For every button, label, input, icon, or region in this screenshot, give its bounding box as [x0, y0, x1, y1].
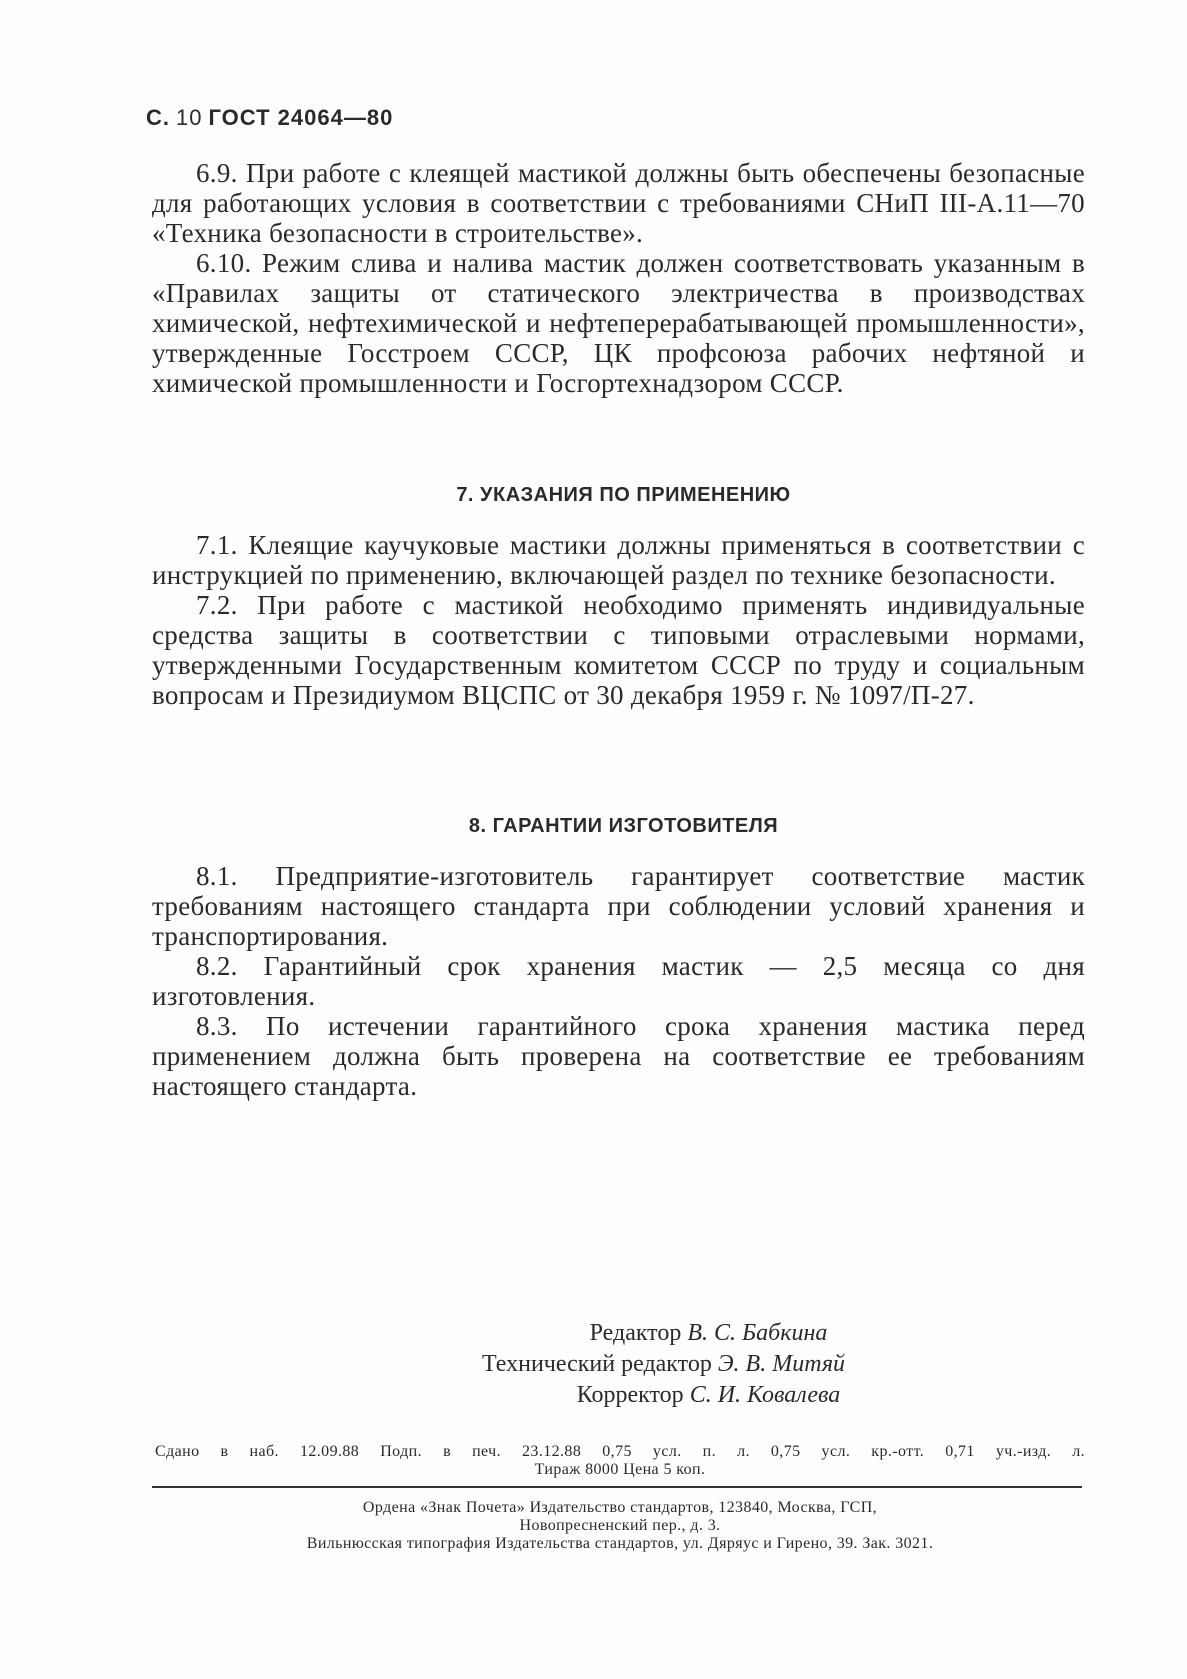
imprint-top [155, 1443, 1085, 1479]
credits-block [0, 1318, 1187, 1411]
paragraph-6-9: 6.9. При работе с клеящей мастикой должны быть обеспечены безопасные для работающих условия в соответствии с требованиями СНиП III-А.11—70 «Техника безопасности в строительстве». [152, 158, 1085, 248]
paragraph-7-2: 7.2. При работе с мастикой необходимо применять индивидуальные средства защиты в соответствии с типовыми отраслевыми нормами, утвержденными Государственным комитетом СССР по труду и социальным вопросам и Президиумом ВЦСПС от 30 декабря 1959 г. № 1097/П-27. [152, 590, 1085, 710]
imprint-circulation: Тираж 8000 Цена 5 коп. [534, 1461, 706, 1478]
paragraph-8-1: 8.1. Предприятие-изготовитель гарантирует соответствие мастик требованиям настоящего стандарта при соблюдении условий хранения и транспортирования. [152, 861, 1085, 951]
credit-role: Редактор [589, 1320, 682, 1346]
credit-corrector [0, 1380, 1187, 1411]
imprint-bottom [170, 1499, 1070, 1553]
section-7-heading: 7. УКАЗАНИЯ ПО ПРИМЕНЕНИЮ [456, 484, 791, 506]
credit-name: Э. В. Митяй [717, 1351, 845, 1377]
section-8-heading: 8. ГАРАНТИИ ИЗГОТОВИТЕЛЯ [468, 815, 779, 837]
page-prefix: С. [146, 105, 170, 130]
paragraph-8-2: 8.2. Гарантийный срок хранения мастик — 2,5 месяца со дня изготовления. [152, 951, 1085, 1011]
credit-name: В. С. Бабкина [687, 1320, 828, 1346]
credit-role: Технический редактор [482, 1351, 712, 1377]
imprint-address: Новопресненский пер., д. 3. [519, 1517, 721, 1534]
credit-tech-editor [0, 1349, 1187, 1380]
credit-name: С. И. Ковалева [689, 1382, 841, 1408]
section-6-body [152, 158, 1085, 398]
page-number: 10 [176, 105, 203, 130]
section-7-body [152, 530, 1085, 710]
imprint-divider [152, 1486, 1082, 1488]
section-8-body [152, 861, 1085, 1101]
page-header [146, 105, 393, 131]
paragraph-7-1: 7.1. Клеящие каучуковые мастики должны применяться в соответствии с инструкцией по применению, включающей раздел по технике безопасности. [152, 530, 1085, 590]
credit-editor [0, 1318, 1187, 1349]
standard-code: ГОСТ 24064—80 [208, 105, 394, 130]
credit-role: Корректор [576, 1382, 684, 1408]
imprint-print-details: Сдано в наб. 12.09.88 Подп. в печ. 23.12.88 0,75 усл. п. л. 0,75 усл. кр.-отт. 0,71 уч.-изд. л. [155, 1443, 1085, 1460]
imprint-publisher: Ордена «Знак Почета» Издательство стандартов, 123840, Москва, ГСП, [362, 1499, 878, 1516]
paragraph-8-3: 8.3. По истечении гарантийного срока хранения мастика перед применением должна быть проверена на соответствие ее требованиям настоящего стандарта. [152, 1011, 1085, 1101]
imprint-printer: Вильнюсская типография Издательства стандартов, ул. Дяряус и Гирено, 39. Зак. 3021. [306, 1535, 934, 1552]
paragraph-6-10: 6.10. Режим слива и налива мастик должен соответствовать указанным в «Правилах защиты от статического электричества в производствах химической, нефтехимической и нефтеперерабатывающей промышленности», утвержденные Госстроем СССР, ЦК профсоюза рабочих нефтяной и химической промышленности и Госгортехнадзором СССР. [152, 248, 1085, 398]
